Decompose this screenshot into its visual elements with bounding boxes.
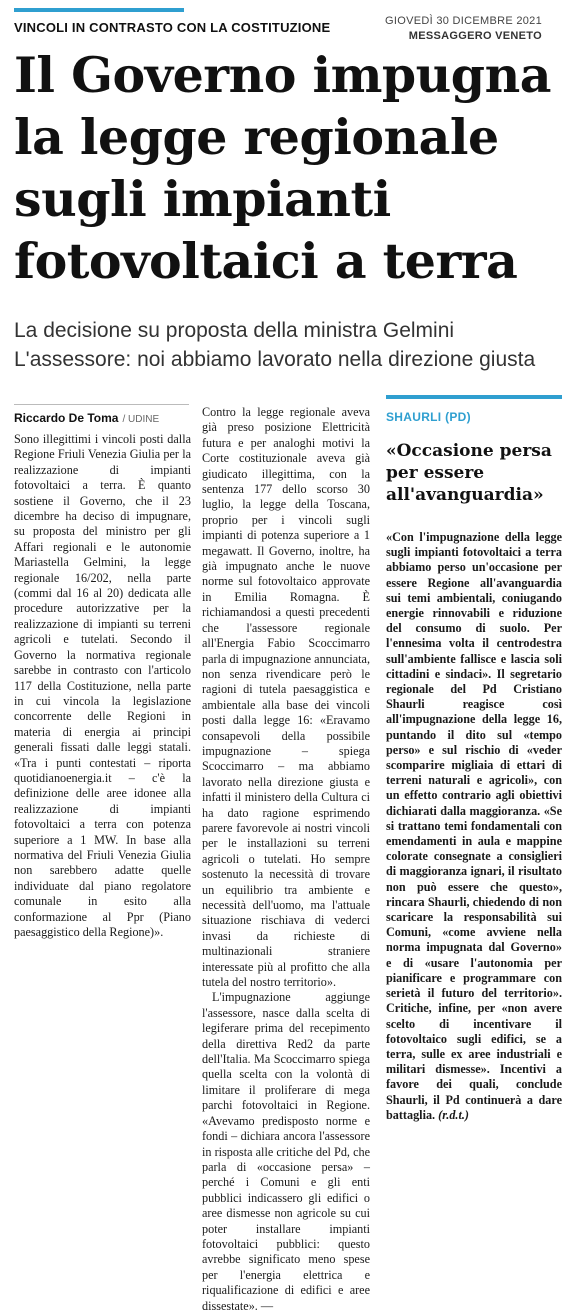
sidebar-body	[386, 530, 562, 1123]
accent-bar	[14, 8, 184, 12]
subhead	[14, 316, 564, 374]
sidebar-signature: (r.d.t.)	[438, 1107, 469, 1122]
sidebar-text: «Con l'impugnazione della legge sugli impianti fotovoltaici a terra abbiamo perso un'occasione per essere Regione all'avanguardia sui temi ambientali, coniugando energie rinnovabili e riduzione del consumo di suolo. Per l'ennesima volta il centrodestra sull'ambiente fallisce e lascia soli cittadini e sindaci». Il segretario regionale del Pd Cristiano Shaurli reagisce così all'impugnazione della legge 16, puntando il dito sul «tempo perso» e sul rischio di «veder scomparire migliaia di ettari di terreni naturali e agricoli», con un effetto contrario agli obiettivi dichiarati dalla maggioranza. «Se si trattano temi fondamentali con emendamenti in aula e mappine colorate consegnate a consiglieri di maggioranza ignari, il risultato non può essere che questo», rincara Shaurli, chiedendo di non scaricare la responsabilità sui Comuni, «come avviene nella norma impugnata dal Governo» e di «usare l'autonomia per pianificare e programmare con serietà il futuro del territorio». Critiche, infine, per «non avere scelto di incentivare il fotovoltaico sugli edifici, se a terra, sulle ex aree industriali e militari dismesse». Incentivi a favore dei quali, conclude Shaurli, il Pd continuerà a dare battaglia.	[386, 530, 562, 1122]
article-paragraph-1: Sono illegittimi i vincoli posti dalla Regione Friuli Venezia Giulia per la realizzazione di impianti fotovoltaici a terra. È quanto sostiene il Governo, che il 23 dicembre ha deciso di impugnare, su proposta del ministro per gli Affari regionali e le autonomie Mariastella Gelmini, la legge regionale 16/202, nella parte (commi dal 16 al 20) dedicata alle procedure autorizzative per la realizzazione di impianti su terreni agricoli e tutelati. Secondo il Governo la normativa regionale sarebbe in contrasto con l'articolo 117 della Costituzione, nella parte in cui vincola la legislazione concorrente delle Regioni in materia di energia ai principi generali fissati dalle leggi statali. «Tra i punti contestati – riporta quotidianoenergia.it – c'è la definizione delle aree idonee alla realizzazione di impianti fotovoltaici a terra con potenza superiore a 1 MW. In base alla normativa del Friuli Venezia Giulia non sarebbero adatte quelle individuate dal piano regolatore comunale in esito alla conformazione al Ppr (Piano paesaggistico della Regione)».	[14, 432, 191, 939]
article-paragraph-3: L'impugnazione aggiunge l'assessore, nasce dalla scelta di legiferare prima del recepimento della direttiva Red2 da parte dell'Italia. Ma Scoccimarro spiega quella scelta con la volontà di limitare il proliferare di mega parchi fotovoltaici in Regione. «Avevamo predisposto norme e fondi – dichiara ancora l'assessore in risposta alle critiche del Pd, che parla di «occasione persa» – perché i Comuni e gli enti pubblici indicassero gli edifici o aree dismesse non agricole su cui poter installare impianti fotovoltaici pubblici: questo avrebbe significato meno spese per l'energia elettrica e riqualificazione di edifici e aree dissestate». —	[202, 990, 370, 1313]
subhead-line-2: L'assessore: noi abbiamo lavorato nella direzione giusta	[14, 348, 536, 371]
headline: Il Governo impugna la legge regionale sugli impianti fotovoltaici a terra	[14, 46, 551, 290]
sidebar-title: «Occasione persa per essere all'avanguardia»	[386, 441, 552, 505]
article-column-1	[14, 432, 191, 940]
publication-date: GIOVEDÌ 30 DICEMBRE 2021	[385, 15, 542, 27]
byline-place-name: UDINE	[128, 414, 160, 425]
newspaper-name: MESSAGGERO VENETO	[408, 30, 542, 42]
article-column-2	[202, 405, 370, 1314]
article-paragraph-2: Contro la legge regionale aveva già preso posizione Elettricità futura e per analoghi motivi la Corte costituzionale aveva già giudicato illegittima, con la sentenza 177 dello scorso 30 luglio, la legge della Toscana, proprio per i vincoli sugli impianti di potenza superiore a 1 megawatt. Il Governo, inoltre, ha già impugnato anche le nuove norme sul fotovoltaico approvate in Emilia Romagna. È richiamandosi a questi precedenti che l'assessore regionale all'Energia Fabio Scoccimarro parla di impugnazione annunciata, non senza rivendicare però le ragioni di tutela paesaggistica e ambientale alla base dei vincoli posti dalla legge 16: «Eravamo consapevoli della possibile impugnazione – spiega Scoccimarro – ma abbiamo lavorato nella direzione giusta e infatti il ministero della Cultura ci ha dato ragione esprimendo parere favorevole ai nostri vincoli per le installazioni su terreni agricoli o tutelati. Ho sempre sostenuto la necessità di trovare un equilibrio tra ambiente e necessità dell'uomo, ma l'attuale situazione rischiava di vederci invasi da richieste di multinazionali straniere interessate più al profitto che alla tutela del nostro territorio».	[202, 405, 370, 990]
sidebar-label: SHAURLI (PD)	[386, 410, 471, 424]
byline-author: Riccardo De Toma	[14, 411, 119, 425]
subhead-line-1: La decisione su proposta della ministra Gelmini	[14, 319, 455, 342]
byline	[14, 404, 189, 425]
byline-place: / UDINE	[122, 414, 160, 425]
sidebar-accent-bar	[386, 395, 562, 399]
dateline	[385, 14, 542, 44]
kicker: VINCOLI IN CONTRASTO CON LA COSTITUZIONE	[14, 20, 331, 35]
